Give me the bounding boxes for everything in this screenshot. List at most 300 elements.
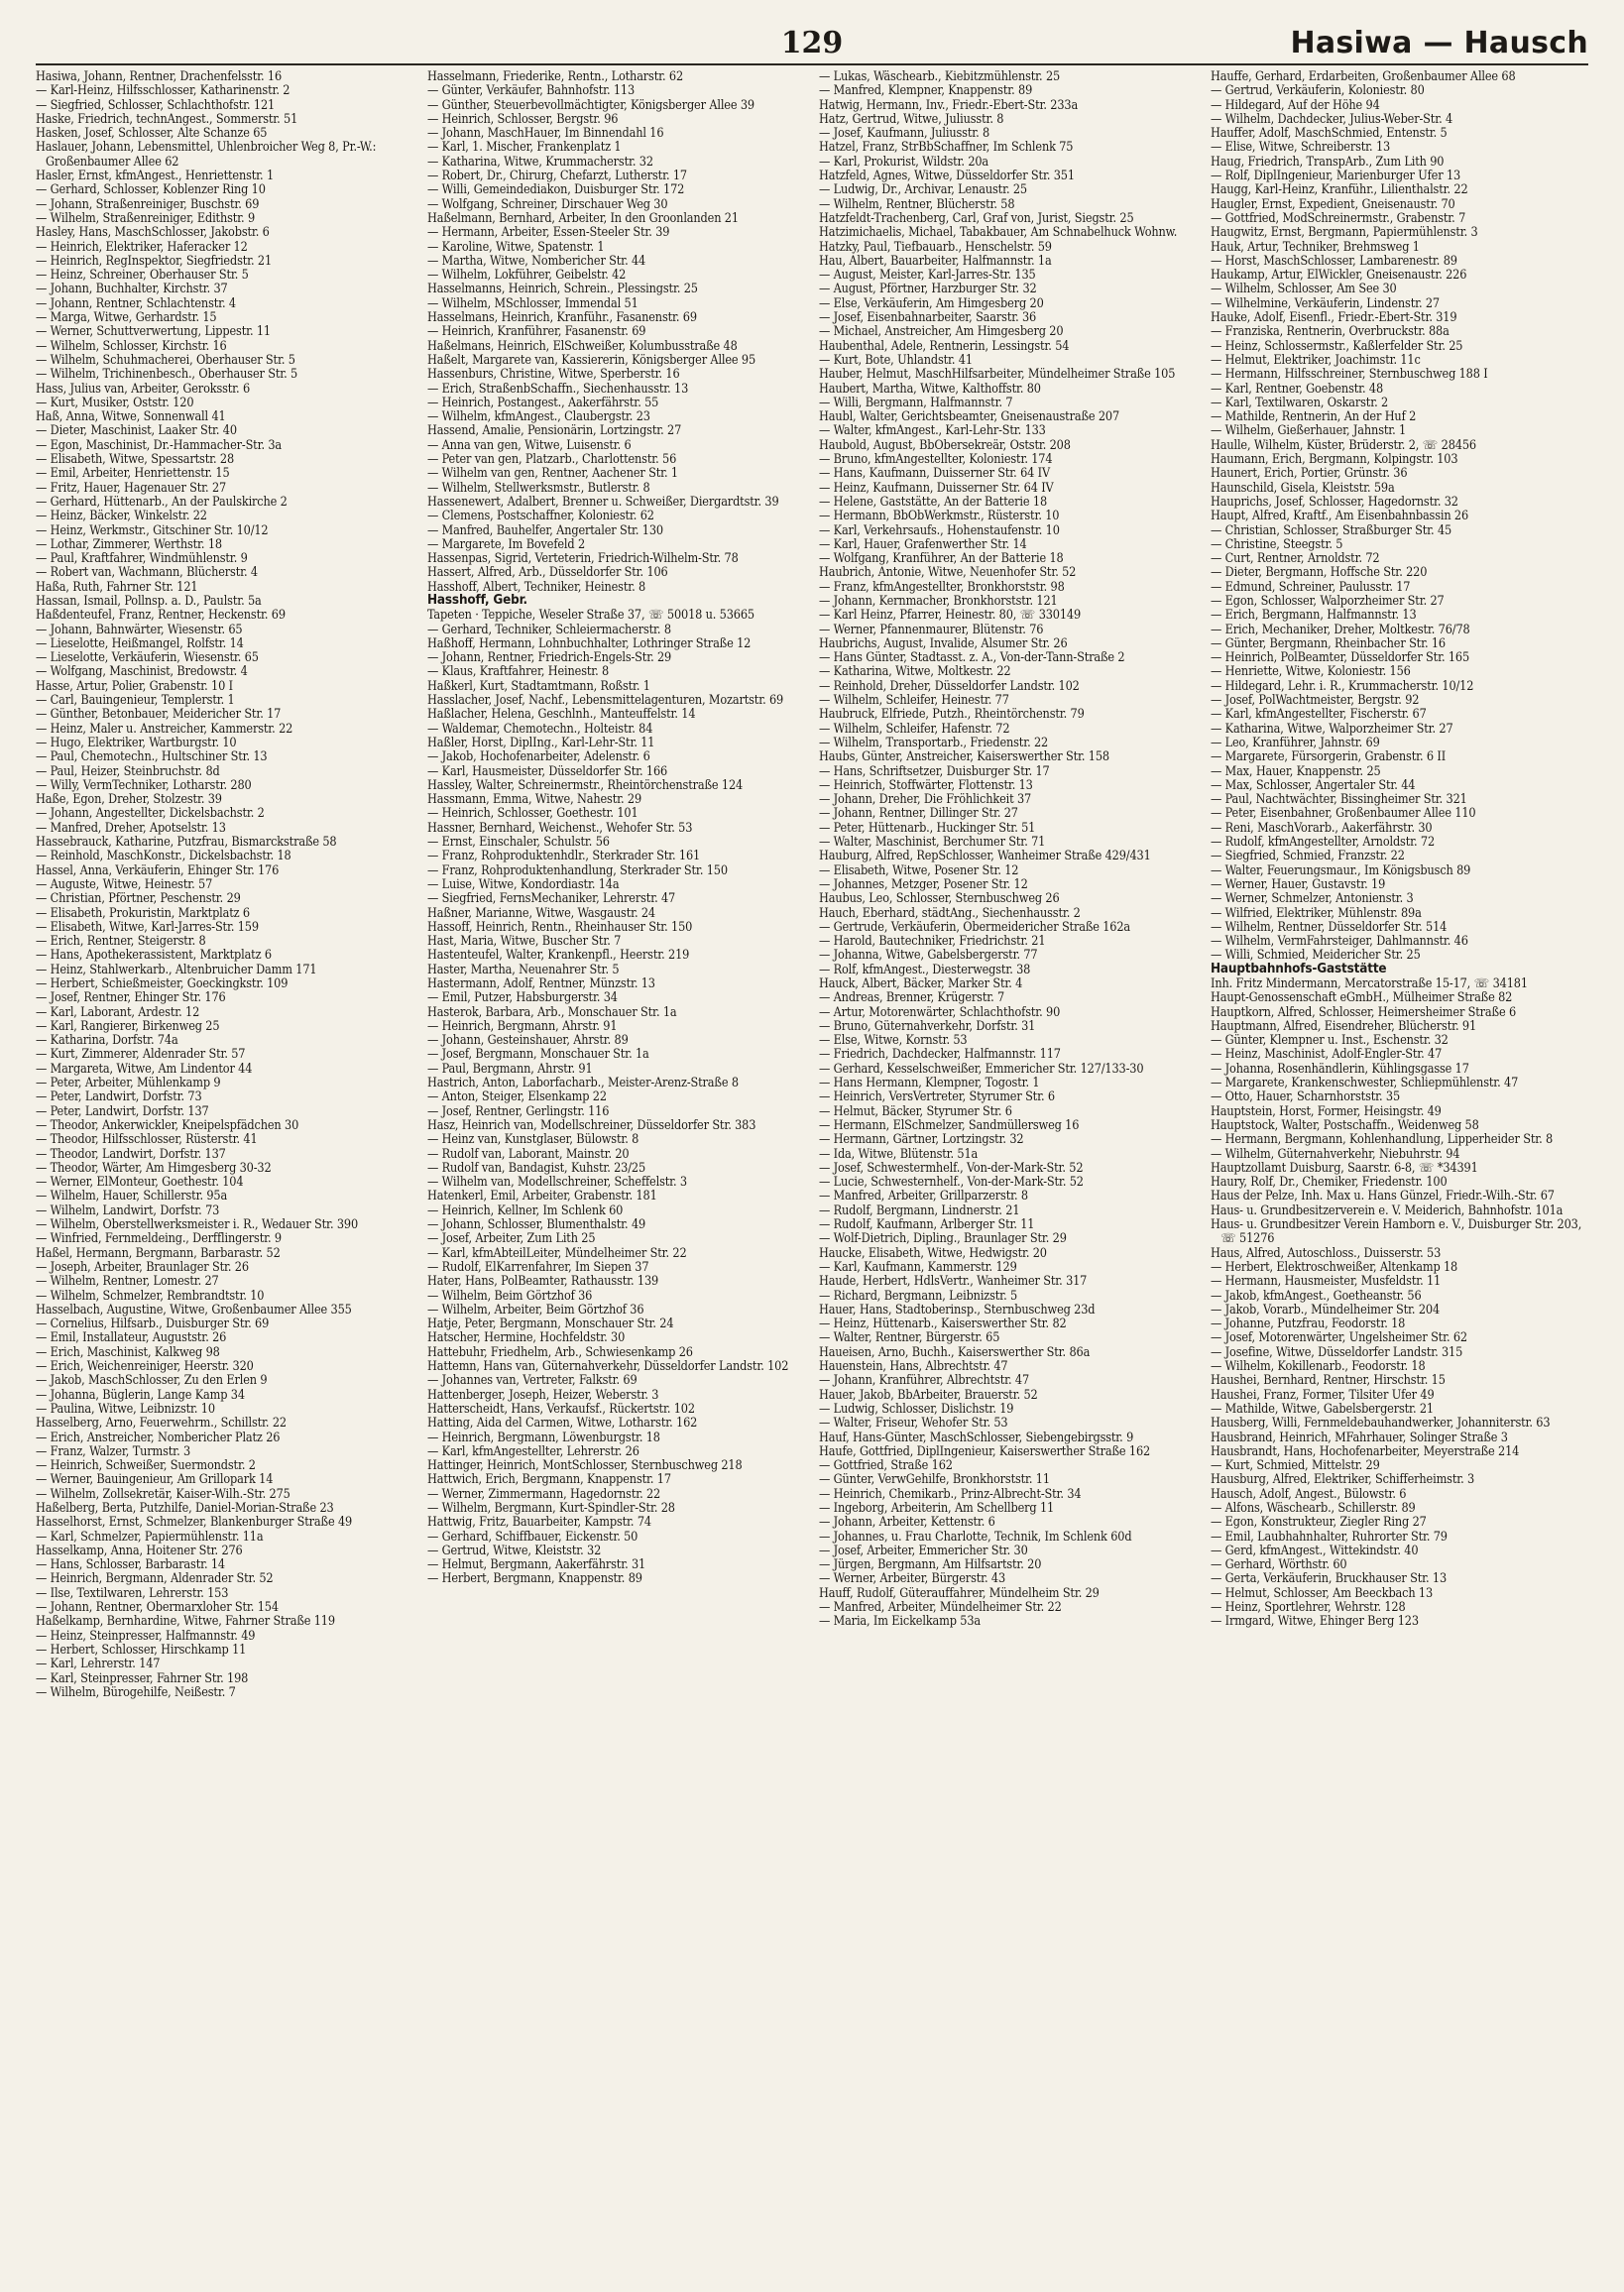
directory-entry: — Jakob, MaschSchlosser, Zu den Erlen 9	[36, 1372, 268, 1388]
directory-entry: — Walter, Feuerungsmaur., Im Königsbusch 89	[1211, 861, 1471, 877]
directory-entry: Hauffe, Gerhard, Erdarbeiten, Großenbaumer Allee 68	[1211, 69, 1516, 83]
column-2	[427, 69, 800, 2280]
directory-entry: — Heinrich, Bergmann, Ahrstr. 91	[427, 1017, 618, 1033]
directory-entry: — Wilhelm, MSchlosser, Immendal 51	[427, 294, 638, 310]
directory-entry: — Wilhelmine, Verkäuferin, Lindenstr. 27	[1211, 294, 1440, 310]
directory-entry: Hast, Maria, Witwe, Buscher Str. 7	[427, 933, 622, 949]
directory-entry: — Werner, Zimmermann, Hagedornstr. 22	[427, 1485, 661, 1501]
directory-entry: — Heinz, Maler u. Anstreicher, Kammerstr. 22	[36, 720, 293, 736]
directory-entry: — Kurt, Schmied, Mittelstr. 29	[1211, 1457, 1380, 1473]
directory-entry: — Hermann, BbObWerkmstr., Rüsterstr. 10	[819, 508, 1060, 523]
directory-entry: — Johann, Bahnwärter, Wiesenstr. 65	[36, 621, 243, 636]
directory-entry: — Carl, Bauingenieur, Templerstr. 1	[36, 692, 235, 708]
directory-entry: — Gertrud, Witwe, Kleiststr. 32	[427, 1542, 602, 1557]
directory-entry: Hausbrand, Heinrich, MFahrhauer, Solinger Straße 3	[1211, 1429, 1508, 1444]
directory-entry: — Katharina, Witwe, Walporzheimer Str. 27	[1211, 720, 1453, 736]
directory-entry: Haus der Pelze, Inh. Max u. Hans Günzel, Friedr.-Wilh.-Str. 67	[1211, 1188, 1555, 1203]
directory-entry: Hauenstein, Hans, Albrechtstr. 47	[819, 1358, 1008, 1374]
directory-entry: Hastrich, Anton, Laborfacharb., Meister-Arenz-Straße 8	[427, 1075, 739, 1090]
directory-entry: Hatje, Peter, Bergmann, Monschauer Str. 24	[427, 1316, 674, 1331]
directory-entry: Hasselmanns, Heinrich, Schrein., Plessingstr. 25	[427, 281, 698, 296]
directory-entry: Hatterscheidt, Hans, Verkaufsf., Rückertstr. 102	[427, 1400, 695, 1416]
directory-entry: — Heinz, Kaufmann, Duisserner Str. 64 IV	[819, 479, 1054, 495]
directory-entry: — Jakob, kfmAngest., Goetheanstr. 56	[1211, 1287, 1422, 1303]
directory-entry: — Joseph, Arbeiter, Braunlager Str. 26	[36, 1258, 249, 1274]
directory-entry: — Clemens, Postschaffner, Koloniestr. 62	[427, 508, 654, 523]
directory-entry: — Heinz, Stahlwerkarb., Altenbruicher Damm 171	[36, 961, 317, 976]
directory-entry: Haßelkamp, Bernhardine, Witwe, Fahrner Straße 119	[36, 1613, 335, 1629]
directory-entry: — Wilhelm, Bergmann, Kurt-Spindler-Str. 28	[427, 1499, 675, 1515]
directory-entry: Haug, Friedrich, TranspArb., Zum Lith 90	[1211, 153, 1445, 169]
directory-entry: — Josef, Eisenbahnarbeiter, Saarstr. 36	[819, 309, 1037, 325]
directory-entry: — Wilhelm, Bürogehilfe, Neißestr. 7	[36, 1683, 236, 1699]
directory-entry: — Hermann, Hausmeister, Musfeldstr. 11	[1211, 1273, 1442, 1289]
directory-entry: — Michael, Anstreicher, Am Himgesberg 20	[819, 323, 1064, 339]
directory-entry: — Reinhold, MaschKonstr., Dickelsbachstr. 18	[36, 848, 291, 863]
directory-entry: — Andreas, Brenner, Krügerstr. 7	[819, 989, 1005, 1005]
directory-entry: — Karl-Heinz, Hilfsschlosser, Katharinenstr. 2	[36, 82, 290, 98]
directory-entry: — Ludwig, Dr., Archivar, Lenaustr. 25	[819, 181, 1027, 197]
column-3	[819, 69, 1192, 2280]
directory-entry: — Josef, PolWachtmeister, Bergstr. 92	[1211, 692, 1420, 708]
directory-entry: — Heinrich, Stoffwärter, Flottenstr. 13	[819, 776, 1033, 792]
directory-entry: — Dieter, Bergmann, Hoffsche Str. 220	[1211, 564, 1428, 580]
directory-entry: — Willi, Gemeindediakon, Duisburger Str. 172	[427, 181, 685, 197]
directory-entry: — Josef, Kaufmann, Juliusstr. 8	[819, 125, 990, 141]
page-header	[36, 22, 1588, 65]
directory-entry: — Lukas, Wäschearb., Kiebitzmühlenstr. 25	[819, 69, 1061, 83]
directory-entry: — Kurt, Zimmerer, Aldenrader Str. 57	[36, 1046, 246, 1062]
directory-entry: — Egon, Maschinist, Dr.-Hammacher-Str. 3a	[36, 436, 283, 452]
directory-entry: — Heinz, Bäcker, Winkelstr. 22	[36, 508, 207, 523]
directory-entry: — Horst, MaschSchlosser, Lambarenestr. 89	[1211, 252, 1457, 268]
directory-entry: — Heinrich, Bergmann, Aldenrader Str. 52	[36, 1570, 274, 1586]
directory-entry: Hater, Hans, PolBeamter, Rathausstr. 139	[427, 1273, 659, 1289]
directory-entry: Hasselmans, Heinrich, Kranführ., Fasanenstr. 69	[427, 309, 697, 325]
directory-entry: — Walter, kfmAngest., Karl-Lehr-Str. 133	[819, 422, 1046, 438]
directory-entry: — Theodor, Hilfsschlosser, Rüsterstr. 41	[36, 1131, 258, 1147]
directory-entry: — Maria, Im Eickelkamp 53a	[819, 1613, 981, 1629]
directory-entry: Hauptkorn, Alfred, Schlosser, Heimersheimer Straße 6	[1211, 1003, 1517, 1019]
directory-entry: Haß, Anna, Witwe, Sonnenwall 41	[36, 408, 226, 424]
directory-entry: — Heinrich, RegInspektor, Siegfriedstr. 21	[36, 252, 273, 268]
directory-entry: — Johann, Kranführer, Albrechtstr. 47	[819, 1372, 1030, 1388]
directory-entry: — Erich, Maschinist, Kalkweg 98	[36, 1343, 220, 1359]
directory-entry: — Johann, Rentner, Schlachtenstr. 4	[36, 294, 236, 310]
directory-entry: Hau, Albert, Bauarbeiter, Halfmannstr. 1a	[819, 252, 1052, 268]
directory-entry: — Heinz, Werkmstr., Gitschiner Str. 10/12	[36, 521, 269, 537]
directory-entry: Hassmann, Emma, Witwe, Nahestr. 29	[427, 791, 642, 807]
directory-entry: Haus, Alfred, Autoschloss., Duisserstr. 53	[1211, 1244, 1442, 1260]
directory-entry: — Franz, Walzer, Turmstr. 3	[36, 1442, 191, 1458]
directory-entry: — Heinz, Hüttenarb., Kaiserswerther Str. 82	[819, 1316, 1067, 1331]
directory-entry: — Wolf-Dietrich, Dipling., Braunlager Str. 29	[819, 1230, 1067, 1246]
directory-entry: — Werner, Pfannenmaurer, Blütenstr. 76	[819, 621, 1044, 636]
directory-entry: Haske, Friedrich, technAngest., Sommerstr. 51	[36, 110, 298, 126]
directory-entry: — Heinz, Schlossermstr., Kaßlerfelder Str. 25	[1211, 337, 1463, 353]
directory-entry: — Kurt, Musiker, Oststr. 120	[36, 394, 194, 409]
directory-entry: Hauptbahnhofs-Gaststätte	[1211, 961, 1387, 976]
directory-entry: Haunert, Erich, Portier, Grünstr. 36	[1211, 465, 1408, 481]
directory-entry: — Werner, ElMonteur, Goethestr. 104	[36, 1174, 244, 1190]
directory-entry: — Heinz, Steinpresser, Halfmannstr. 49	[36, 1627, 256, 1643]
directory-entry: Hatzfeldt-Trachenberg, Carl, Graf von, Jurist, Siegstr. 25	[819, 209, 1134, 225]
directory-entry: — Heinrich, VersVertreter, Styrumer Str. 6	[819, 1089, 1055, 1104]
directory-entry: Hasterok, Barbara, Arb., Monschauer Str. 1a	[427, 1003, 677, 1019]
directory-entry: Hasshoff, Gebr.	[427, 592, 527, 608]
directory-entry: Hasshoff, Albert, Techniker, Heinestr. 8	[427, 578, 646, 594]
directory-entry: — Hans, Apothekerassistent, Marktplatz 6	[36, 947, 272, 963]
directory-entry: Haumann, Erich, Bergmann, Kolpingstr. 103	[1211, 451, 1458, 467]
directory-entry: — Franziska, Rentnerin, Overbruckstr. 88a	[1211, 323, 1450, 339]
directory-entry: — Werner, Hauer, Gustavstr. 19	[1211, 875, 1386, 891]
directory-entry: Haster, Martha, Neuenahrer Str. 5	[427, 961, 620, 976]
directory-entry: — Wilfried, Elektriker, Mühlenstr. 89a	[1211, 904, 1422, 920]
directory-entry: — Peter, Landwirt, Dorfstr. 137	[36, 1102, 209, 1118]
directory-entry: — Hans Hermann, Klempner, Togostr. 1	[819, 1075, 1040, 1090]
directory-entry: — Karl Heinz, Pfarrer, Heinestr. 80, ☏ 330149	[819, 607, 1082, 623]
directory-entry: — Heinrich, PolBeamter, Düsseldorfer Str. 165	[1211, 649, 1470, 665]
directory-entry: Hasse, Artur, Polier, Grabenstr. 10 I	[36, 677, 233, 693]
directory-entry: — Wilhelm, Hauer, Schillerstr. 95a	[36, 1188, 228, 1203]
directory-entry: — Margarete, Im Bovefeld 2	[427, 535, 586, 551]
directory-entry: Haßhoff, Hermann, Lohnbuchhalter, Lothringer Straße 12	[427, 634, 752, 650]
directory-entry: — Helmut, Bergmann, Aakerfährstr. 31	[427, 1556, 646, 1572]
directory-entry: — Johanne, Putzfrau, Feodorstr. 18	[1211, 1316, 1406, 1331]
directory-entry: Hasler, Ernst, kfmAngest., Henriettenstr. 1	[36, 168, 275, 183]
directory-entry: — Elisabeth, Prokuristin, Marktplatz 6	[36, 904, 250, 920]
directory-entry: — Helmut, Schlosser, Am Beeckbach 13	[1211, 1584, 1434, 1600]
directory-entry: — Anton, Steiger, Elsenkamp 22	[427, 1089, 607, 1104]
directory-entry: — Edmund, Schreiner, Paulusstr. 17	[1211, 578, 1411, 594]
directory-entry: — Henriette, Witwe, Koloniestr. 156	[1211, 663, 1411, 679]
directory-entry: Haßlacher, Helena, Geschlnh., Manteuffelstr. 14	[427, 706, 696, 722]
directory-entry: — Siegfried, Schmied, Franzstr. 22	[1211, 848, 1405, 863]
directory-entry: — Franz, Rohproduktenhdlr., Sterkrader Str. 161	[427, 848, 701, 863]
directory-entry: — Wilhelm, Straßenreiniger, Edithstr. 9	[36, 209, 255, 225]
directory-entry: — Hildegard, Auf der Höhe 94	[1211, 96, 1380, 112]
header-rule	[36, 63, 1588, 65]
directory-entry: — Josef, Motorenwärter, Ungelsheimer Str. 62	[1211, 1329, 1467, 1345]
directory-entry: Haßelmans, Heinrich, ElSchweißer, Kolumbusstraße 48	[427, 337, 738, 353]
directory-entry: Haßelmann, Bernhard, Arbeiter, In den Groonlanden 21	[427, 209, 739, 225]
directory-entry: — Dieter, Maschinist, Laaker Str. 40	[36, 422, 237, 438]
directory-entry: — Johann, Straßenreiniger, Buschstr. 69	[36, 195, 260, 211]
directory-entry: Hassley, Walter, Schreinermstr., Rheintörchenstraße 124	[427, 776, 744, 792]
directory-entry: Hauber, Helmut, MaschHilfsarbeiter, Mündelheimer Straße 105	[819, 366, 1176, 382]
directory-entry: Hatzimichaelis, Michael, Tabakbauer, Am Schnabelhuck Wohnw.	[819, 224, 1178, 240]
directory-entry: — Bruno, kfmAngestellter, Koloniestr. 174	[819, 451, 1053, 467]
directory-entry: — Gerhard, Schlosser, Koblenzer Ring 10	[36, 181, 266, 197]
directory-entry: — Heinz, Maschinist, Adolf-Engler-Str. 47	[1211, 1046, 1443, 1062]
directory-entry: — Heinrich, Chemikarb., Prinz-Albrecht-Str. 34	[819, 1485, 1082, 1501]
directory-entry: — Johann, Rentner, Friedrich-Engels-Str. 29	[427, 649, 672, 665]
directory-entry: — Walter, Friseur, Wehofer Str. 53	[819, 1415, 1008, 1431]
directory-entry: Hauprichs, Josef, Schlosser, Hagedornstr. 32	[1211, 493, 1458, 509]
directory-entry: — Hermann, Bergmann, Kohlenhandlung, Lipperheider Str. 8	[1211, 1131, 1554, 1147]
directory-entry: — Martha, Witwe, Nombericher Str. 44	[427, 252, 646, 268]
directory-entry: Haubl, Walter, Gerichtsbeamter, Gneisenaustraße 207	[819, 408, 1120, 424]
directory-entry: Hatzfeld, Agnes, Witwe, Düsseldorfer Str. 351	[819, 168, 1075, 183]
directory-entry: — Gerhard, Kesselschweißer, Emmericher Str. 127/133-30	[819, 1060, 1144, 1076]
directory-entry: Hassert, Alfred, Arb., Düsseldorfer Str. 106	[427, 564, 668, 580]
directory-entry: — Wilhelm, Schuhmacherei, Oberhauser Str. 5	[36, 351, 295, 367]
running-head: Hasiwa — Hausch	[1290, 26, 1588, 60]
directory-entry: — Siegfried, Schlosser, Schlachthofstr. 121	[36, 96, 276, 112]
directory-entry: — Johann, Angestellter, Dickelsbachstr. 2	[36, 805, 265, 821]
directory-entry: Hauer, Jakob, BbArbeiter, Brauerstr. 52	[819, 1386, 1038, 1402]
directory-entry: — Elisabeth, Witwe, Spessartstr. 28	[36, 451, 235, 467]
directory-entry: — Peter, Eisenbahner, Großenbaumer Allee 110	[1211, 805, 1476, 821]
directory-entry: Haulle, Wilhelm, Küster, Brüderstr. 2, ☏ 28456	[1211, 436, 1476, 452]
directory-entry: — Emil, Installateur, Auguststr. 26	[36, 1329, 227, 1345]
directory-entry: Haugler, Ernst, Expedient, Gneisenaustr. 70	[1211, 195, 1455, 211]
directory-entry: Haßel, Hermann, Bergmann, Barbarastr. 52	[36, 1244, 281, 1260]
directory-entry: — Lothar, Zimmerer, Werthstr. 18	[36, 535, 222, 551]
directory-entry: — Irmgard, Witwe, Ehinger Berg 123	[1211, 1613, 1419, 1629]
directory-entry: — Josef, Bergmann, Monschauer Str. 1a	[427, 1046, 649, 1062]
directory-entry: — Katharina, Witwe, Moltkestr. 22	[819, 663, 1011, 679]
directory-entry: — Emil, Laubhahnhalter, Ruhrorter Str. 79	[1211, 1528, 1448, 1544]
directory-entry: Haße, Egon, Dreher, Stolzestr. 39	[36, 791, 222, 807]
directory-entry: Hasiwa, Johann, Rentner, Drachenfelsstr. 16	[36, 69, 283, 83]
directory-entry: — Paul, Nachtwächter, Bissingheimer Str. 321	[1211, 791, 1467, 807]
directory-entry: — Karl, Rangierer, Birkenweg 25	[36, 1017, 220, 1033]
directory-entry: — Auguste, Witwe, Heinestr. 57	[36, 875, 213, 891]
directory-entry: — Wilhelm, Transportarb., Friedenstr. 22	[819, 734, 1049, 749]
directory-entry: — Wilhelm, Trichinenbesch., Oberhauser Str. 5	[36, 366, 298, 382]
directory-entry: — Heinrich, Postangest., Aakerfährstr. 55	[427, 394, 659, 409]
directory-entry: — Otto, Hauer, Scharnhorststr. 35	[1211, 1089, 1401, 1104]
directory-entry: — Wilhelm, Oberstellwerksmeister i. R., Wedauer Str. 390	[36, 1216, 359, 1232]
directory-entry: — Wolfgang, Maschinist, Bredowstr. 4	[36, 663, 248, 679]
directory-entry: — Ludwig, Schlosser, Dislichstr. 19	[819, 1400, 1014, 1416]
directory-entry: Hassebrauck, Katharine, Putzfrau, Bismarckstraße 58	[36, 834, 337, 850]
directory-entry: — Theodor, Landwirt, Dorfstr. 137	[36, 1145, 226, 1161]
directory-entry: — Wilhelm, Schmelzer, Rembrandtstr. 10	[36, 1287, 265, 1303]
directory-entry: — Artur, Motorenwärter, Schlachthofstr. 90	[819, 1003, 1061, 1019]
directory-entry: Hattemn, Hans van, Güternahverkehr, Düsseldorfer Landstr. 102	[427, 1358, 789, 1374]
directory-entry: Haslauer, Johann, Lebensmittel, Uhlenbroicher Weg 8, Pr.-W.: Großenbaumer Allee 62	[36, 139, 377, 169]
directory-entry: Hauptmann, Alfred, Eisendreher, Blücherstr. 91	[1211, 1017, 1477, 1033]
directory-entry: — Heinrich, Elektriker, Haferacker 12	[36, 238, 248, 254]
directory-entry: Haßler, Horst, DiplIng., Karl-Lehr-Str. 11	[427, 734, 655, 749]
directory-entry: — Gerta, Verkäuferin, Bruckhauser Str. 13	[1211, 1570, 1448, 1586]
directory-entry: — Johann, Buchhalter, Kirchstr. 37	[36, 281, 228, 296]
directory-entry: — Johann, Arbeiter, Kettenstr. 6	[819, 1514, 995, 1530]
directory-entry: — Cornelius, Hilfsarb., Duisburger Str. 69	[36, 1316, 270, 1331]
directory-entry: Haßdenteufel, Franz, Rentner, Heckenstr. 69	[36, 607, 286, 623]
directory-entry: — Wilhelm, Zollsekretär, Kaiser-Wilh.-Str. 275	[36, 1485, 290, 1501]
directory-entry: — Karl, kfmAngestellter, Lehrerstr. 26	[427, 1442, 639, 1458]
directory-entry: — Johann, MaschHauer, Im Binnendahl 16	[427, 125, 664, 141]
directory-entry: — Else, Verkäuferin, Am Himgesberg 20	[819, 294, 1044, 310]
directory-entry: Haueisen, Arno, Buchh., Kaiserswerther Str. 86a	[819, 1343, 1091, 1359]
directory-entry: — Franz, Rohproduktenhandlung, Sterkrader Str. 150	[427, 861, 728, 877]
directory-entry: Haushei, Franz, Former, Tilsiter Ufer 49	[1211, 1386, 1435, 1402]
directory-entry: — Marga, Witwe, Gerhardstr. 15	[36, 309, 217, 325]
directory-entry: — Heinrich, Schweißer, Suermondstr. 2	[36, 1457, 256, 1473]
directory-entry: — Hans Günter, Stadtasst. z. A., Von-der-Tann-Straße 2	[819, 649, 1125, 665]
directory-entry: Hattenberger, Joseph, Heizer, Weberstr. 3	[427, 1386, 659, 1402]
directory-entry: Hasslacher, Josef, Nachf., Lebensmittelagenturen, Mozartstr. 69	[427, 692, 784, 708]
directory-entry: Hass, Julius van, Arbeiter, Geroksstr. 6	[36, 380, 251, 396]
directory-entry: — Willi, Schmied, Meidericher Str. 25	[1211, 947, 1421, 963]
directory-entry: — Wilhelm, Schlosser, Kirchstr. 16	[36, 337, 227, 353]
page-number: 129	[780, 26, 844, 60]
directory-entry: — Franz, kfmAngestellter, Bronkhorststr. 98	[819, 578, 1065, 594]
directory-entry: Haus- u. Grundbesitzer Verein Hamborn e. V., Duisburger Str. 203, ☏ 51276	[1211, 1216, 1582, 1246]
directory-entry: — Erich, Rentner, Steigerstr. 8	[36, 933, 206, 949]
directory-entry: Hassenpas, Sigrid, Verteterin, Friedrich-Wilhelm-Str. 78	[427, 550, 739, 566]
directory-entry: Hatting, Aida del Carmen, Witwe, Lotharstr. 162	[427, 1415, 698, 1431]
directory-entry: — Gertrud, Verkäuferin, Koloniestr. 80	[1211, 82, 1425, 98]
directory-entry: — Paulina, Witwe, Leibnizstr. 10	[36, 1400, 215, 1416]
directory-entry: — Waldemar, Chemotechn., Holteistr. 84	[427, 720, 653, 736]
directory-entry: — Manfred, Bauhelfer, Angertaler Str. 130	[427, 521, 663, 537]
directory-entry: — Manfred, Klempner, Knappenstr. 89	[819, 82, 1033, 98]
directory-entry: — Günter, Verkäufer, Bahnhofstr. 113	[427, 82, 636, 98]
directory-entry: — Max, Schlosser, Angertaler Str. 44	[1211, 776, 1416, 792]
directory-entry: — Wilhelm, Kokillenarb., Feodorstr. 18	[1211, 1358, 1426, 1374]
directory-entry: — Wilhelm, Schleifer, Hafenstr. 72	[819, 720, 1010, 736]
directory-entry: — Peter van gen, Platzarb., Charlottenstr. 56	[427, 451, 677, 467]
directory-entry: Haude, Herbert, HdlsVertr., Wanheimer Str. 317	[819, 1273, 1088, 1289]
directory-entry: — Katharina, Dorfstr. 74a	[36, 1032, 178, 1048]
directory-entry: — Günter, Klempner u. Inst., Eschenstr. 32	[1211, 1032, 1449, 1048]
directory-entry: — Johann, Gesteinshauer, Ahrstr. 89	[427, 1032, 629, 1048]
directory-entry: — Wilhelm, Güternahverkehr, Niebuhrstr. 94	[1211, 1145, 1460, 1161]
directory-entry: Hatzky, Paul, Tiefbauarb., Henschelstr. 59	[819, 238, 1052, 254]
directory-entry: — Heinrich, Kellner, Im Schlenk 60	[427, 1202, 624, 1217]
column-4	[1211, 69, 1588, 2280]
directory-entry: — Wilhelm, Beim Görtzhof 36	[427, 1287, 593, 1303]
directory-entry: Hauffer, Adolf, MaschSchmied, Entenstr. 5	[1211, 125, 1448, 141]
directory-entry: — Heinz van, Kunstglaser, Bülowstr. 8	[427, 1131, 639, 1147]
directory-entry: — Karl, Kaufmann, Kammerstr. 129	[819, 1258, 1017, 1274]
directory-entry: — Harold, Bautechniker, Friedrichstr. 21	[819, 933, 1046, 949]
directory-entry: Hasselkamp, Anna, Hoitener Str. 276	[36, 1542, 243, 1557]
directory-entry: Hausch, Adolf, Angest., Bülowstr. 6	[1211, 1485, 1407, 1501]
directory-columns	[36, 69, 1588, 2280]
directory-entry: Haßa, Ruth, Fahrner Str. 121	[36, 578, 198, 594]
directory-entry: Haus- u. Grundbesitzerverein e. V. Meiderich, Bahnhofstr. 101a	[1211, 1202, 1564, 1217]
column-1	[36, 69, 408, 2280]
directory-entry: — Curt, Rentner, Arnoldstr. 72	[1211, 550, 1380, 566]
directory-entry: — Johanna, Witwe, Gabelsbergerstr. 77	[819, 947, 1038, 963]
directory-entry: Hausbrandt, Hans, Hochofenarbeiter, Meyerstraße 214	[1211, 1442, 1520, 1458]
directory-entry: — Emil, Arbeiter, Henriettenstr. 15	[36, 465, 230, 481]
directory-entry: — Manfred, Arbeiter, Mündelheimer Str. 22	[819, 1599, 1062, 1615]
directory-entry: — Margarete, Krankenschwester, Schliepmühlenstr. 47	[1211, 1075, 1519, 1090]
directory-entry: — Karl, Hauer, Grafenwerther Str. 14	[819, 535, 1027, 551]
directory-entry: — Richard, Bergmann, Leibnizstr. 5	[819, 1287, 1018, 1303]
directory-entry: — Lieselotte, Verkäuferin, Wiesenstr. 65	[36, 649, 259, 665]
directory-entry: — Josef, Schwestermhelf., Von-der-Mark-Str. 52	[819, 1159, 1084, 1175]
directory-entry: — Werner, Arbeiter, Bürgerstr. 43	[819, 1570, 1006, 1586]
directory-entry: — Margareta, Witwe, Am Lindentor 44	[36, 1060, 253, 1076]
directory-entry: — Gerhard, Hüttenarb., An der Paulskirche 2	[36, 493, 288, 509]
directory-entry: — Christian, Schlosser, Straßburger Str. 45	[1211, 521, 1452, 537]
directory-entry: Hasselhorst, Ernst, Schmelzer, Blankenburger Straße 49	[36, 1514, 353, 1530]
directory-entry: Hatscher, Hermine, Hochfeldstr. 30	[427, 1329, 626, 1345]
directory-entry: — Willi, Bergmann, Halfmannstr. 7	[819, 394, 1013, 409]
directory-entry: — Josef, Arbeiter, Emmericher Str. 30	[819, 1542, 1028, 1557]
directory-entry: Hassan, Ismail, Pollnsp. a. D., Paulstr. 5a	[36, 592, 262, 608]
directory-entry: Hassend, Amalie, Pensionärin, Lortzingstr. 27	[427, 422, 682, 438]
directory-entry: — Wilhelm, Rentner, Düsseldorfer Str. 514	[1211, 918, 1448, 934]
directory-entry: — Herbert, Schießmeister, Goeckingkstr. 109	[36, 975, 289, 990]
directory-entry: — Wilhelm, Landwirt, Dorfstr. 73	[36, 1202, 220, 1217]
directory-entry: — August, Pförtner, Harzburger Str. 32	[819, 281, 1037, 296]
directory-entry: — Mathilde, Rentnerin, An der Huf 2	[1211, 408, 1417, 424]
directory-entry: Hasz, Heinrich van, Modellschreiner, Düsseldorfer Str. 383	[427, 1116, 756, 1132]
directory-entry: — Bruno, Güternahverkehr, Dorfstr. 31	[819, 1017, 1036, 1033]
directory-entry: Haßelberg, Berta, Putzhilfe, Daniel-Morian-Straße 23	[36, 1499, 334, 1515]
directory-entry: — Gerhard, Techniker, Schleiermacherstr. 8	[427, 621, 671, 636]
directory-entry: — Herbert, Schlosser, Hirschkamp 11	[36, 1641, 247, 1657]
directory-entry: — Heinz, Sportlehrer, Wehrstr. 128	[1211, 1599, 1406, 1615]
directory-entry: — Erich, Anstreicher, Nombericher Platz 26	[36, 1429, 281, 1444]
directory-entry: — Karl, Rentner, Goebenstr. 48	[1211, 380, 1384, 396]
directory-entry: — Wilhelm van, Modellschreiner, Scheffelstr. 3	[427, 1174, 687, 1190]
directory-entry: — Rudolf van, Bandagist, Kuhstr. 23/25	[427, 1159, 646, 1175]
directory-entry: — Helene, Gaststätte, An der Batterie 18	[819, 493, 1047, 509]
directory-entry: Hasselmann, Friederike, Rentn., Lotharstr. 62	[427, 69, 684, 83]
directory-entry: Haubs, Günter, Anstreicher, Kaiserswerther Str. 158	[819, 748, 1109, 764]
directory-entry: — Helmut, Bäcker, Styrumer Str. 6	[819, 1102, 1012, 1118]
directory-entry: — Josef, Arbeiter, Zum Lith 25	[427, 1230, 596, 1246]
directory-entry: Hauptzollamt Duisburg, Saarstr. 6-8, ☏ *34391	[1211, 1159, 1478, 1175]
directory-entry: Hastermann, Adolf, Rentner, Münzstr. 13	[427, 975, 655, 990]
directory-entry: — Karl, kfmAngestellter, Fischerstr. 67	[1211, 706, 1427, 722]
directory-entry: Hauk, Artur, Techniker, Brehmsweg 1	[1211, 238, 1420, 254]
directory-entry: Hauptstein, Horst, Former, Heisingstr. 49	[1211, 1102, 1442, 1118]
directory-entry: — Josefine, Witwe, Düsseldorfer Landstr. 315	[1211, 1343, 1463, 1359]
directory-entry: — Robert van, Wachmann, Blücherstr. 4	[36, 564, 258, 580]
directory-entry: Hassenewert, Adalbert, Brenner u. Schweißer, Diergardtstr. 39	[427, 493, 779, 509]
directory-entry: — Ingeborg, Arbeiterin, Am Schellberg 11	[819, 1499, 1055, 1515]
directory-entry: — Rolf, DiplIngenieur, Marienburger Ufer 13	[1211, 168, 1461, 183]
directory-entry: — Wilhelm, VermFahrsteiger, Dahlmannstr. 46	[1211, 933, 1468, 949]
directory-entry: — Elisabeth, Witwe, Posener Str. 12	[819, 861, 1019, 877]
directory-entry: — Werner, Bauingenieur, Am Grillopark 14	[36, 1471, 274, 1487]
directory-entry: — Ilse, Textilwaren, Lehrerstr. 153	[36, 1584, 229, 1600]
directory-entry: Haufe, Gottfried, DiplIngenieur, Kaiserswerther Straße 162	[819, 1442, 1151, 1458]
directory-entry: Hausburg, Alfred, Elektriker, Schifferheimstr. 3	[1211, 1471, 1475, 1487]
directory-entry: — Theodor, Ankerwickler, Kneipelspfädchen 30	[36, 1116, 299, 1132]
directory-entry: — Ernst, Einschaler, Schulstr. 56	[427, 834, 610, 850]
directory-entry: — Karl, Prokurist, Wildstr. 20a	[819, 153, 989, 169]
directory-entry: — Lieselotte, Heißmangel, Rolfstr. 14	[36, 634, 244, 650]
directory-entry: — Jakob, Hochofenarbeiter, Adelenstr. 6	[427, 748, 650, 764]
directory-entry: — Hans, Schlosser, Barbarastr. 14	[36, 1556, 225, 1572]
directory-entry: — Heinrich, Schlosser, Goethestr. 101	[427, 805, 638, 821]
directory-entry: — Erich, Weichenreiniger, Heerstr. 320	[36, 1358, 254, 1374]
directory-entry: — Karoline, Witwe, Spatenstr. 1	[427, 238, 605, 254]
directory-entry: — Erich, StraßenbSchaffn., Siechenhausstr. 13	[427, 380, 689, 396]
directory-entry: — Robert, Dr., Chirurg, Chefarzt, Lutherstr. 17	[427, 168, 687, 183]
directory-entry: — Erich, Mechaniker, Dreher, Moltkestr. 76/78	[1211, 621, 1470, 636]
directory-entry: Inh. Fritz Mindermann, Mercatorstraße 15-17, ☏ 34181	[1211, 975, 1528, 990]
directory-entry: — Reni, MaschVorarb., Aakerfährstr. 30	[1211, 819, 1433, 835]
directory-entry: Hauptstock, Walter, Postschaffn., Weidenweg 58	[1211, 1116, 1479, 1132]
directory-entry: Hassel, Anna, Verkäuferin, Ehinger Str. 176	[36, 861, 280, 877]
directory-entry: Hauch, Eberhard, städtAng., Siechenhausstr. 2	[819, 904, 1081, 920]
directory-entry: — Peter, Hüttenarb., Huckinger Str. 51	[819, 819, 1036, 835]
directory-entry: — Hildegard, Lehr. i. R., Krummacherstr. 10/12	[1211, 677, 1474, 693]
directory-entry: — Karl, Steinpresser, Fahrner Str. 198	[36, 1669, 249, 1685]
